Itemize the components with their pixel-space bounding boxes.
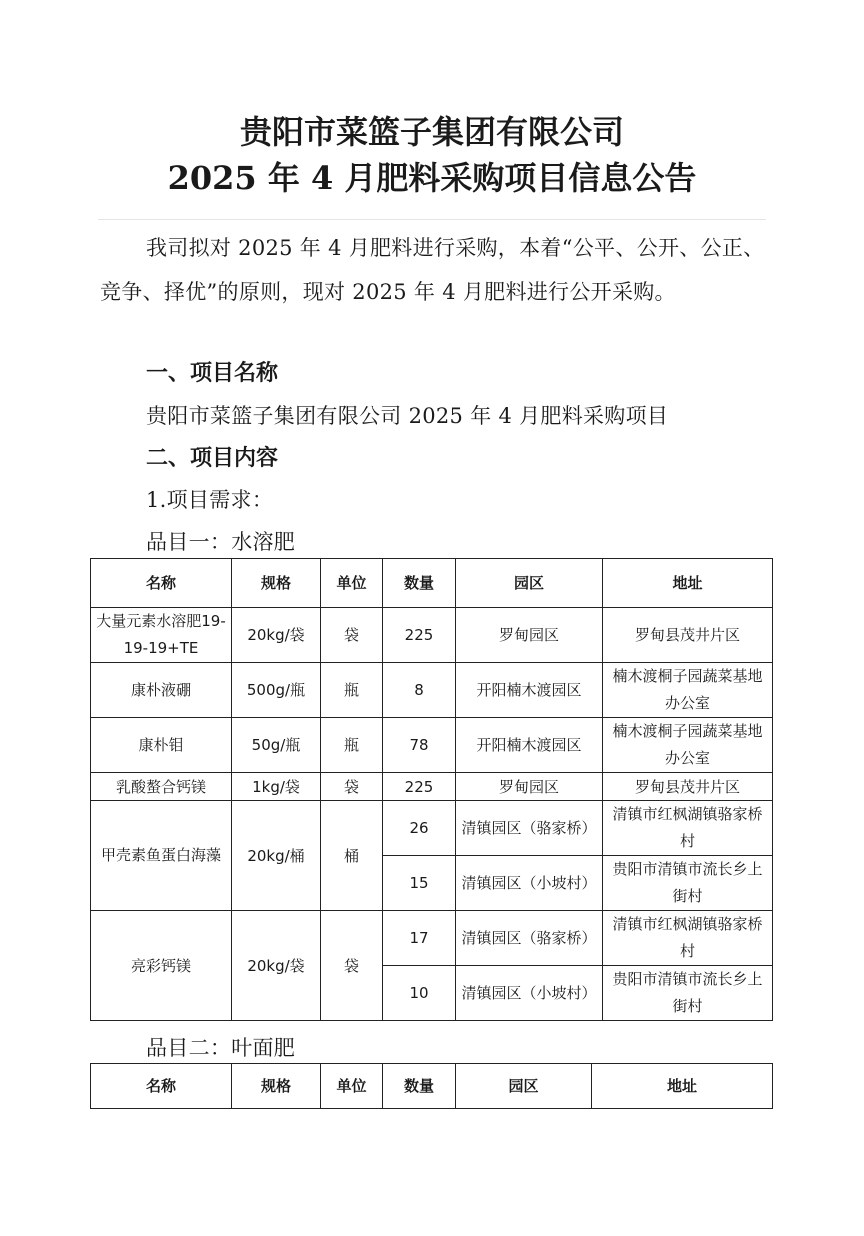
title-divider: [98, 219, 766, 220]
cell-qty: 10: [383, 966, 456, 1021]
header-qty: 数量: [383, 559, 456, 608]
cell-qty: 17: [383, 911, 456, 966]
header-unit: 单位: [321, 559, 383, 608]
cell-spec: 20kg/袋: [232, 911, 321, 1021]
cell-park: 开阳楠木渡园区: [456, 663, 603, 718]
cell-address: 贵阳市清镇市流长乡上街村: [603, 966, 773, 1021]
cell-park: 罗甸园区: [456, 773, 603, 801]
cell-unit: 袋: [321, 911, 383, 1021]
cell-unit: 桶: [321, 801, 383, 911]
cell-qty: 15: [383, 856, 456, 911]
cell-address: 楠木渡桐子园蔬菜基地办公室: [603, 718, 773, 773]
cell-unit: 袋: [321, 773, 383, 801]
cell-name: 康朴液硼: [91, 663, 232, 718]
intro-paragraph: 我司拟对 2025 年 4 月肥料进行采购，本着“公平、公开、公正、竞争、择优”的原则，现对 2025 年 4 月肥料进行公开采购。: [100, 236, 765, 304]
cell-park: 罗甸园区: [456, 608, 603, 663]
table-row: [91, 718, 773, 773]
project-name: 贵阳市菜篮子集团有限公司 2025 年 4 月肥料采购项目: [146, 404, 669, 428]
cell-address: 楠木渡桐子园蔬菜基地办公室: [603, 663, 773, 718]
cell-qty: 26: [383, 801, 456, 856]
table-row: [91, 608, 773, 663]
item2-label: 品目二：叶面肥: [146, 1036, 296, 1060]
header-park: 园区: [456, 559, 603, 608]
table-header-row: [91, 559, 773, 608]
cell-park: 清镇园区（骆家桥）: [456, 801, 603, 856]
cell-name: 甲壳素鱼蛋白海藻: [91, 801, 232, 911]
cell-park: 开阳楠木渡园区: [456, 718, 603, 773]
header-qty: 数量: [383, 1064, 456, 1109]
cell-name: 乳酸螯合钙镁: [91, 773, 232, 801]
cell-address: 清镇市红枫湖镇骆家桥村: [603, 801, 773, 856]
table-header-row: [91, 1064, 773, 1109]
doc-title-line1: 贵阳市菜篮子集团有限公司: [239, 113, 624, 151]
header-spec: 规格: [232, 559, 321, 608]
section1-heading: 一、项目名称: [146, 361, 279, 386]
cell-address: 清镇市红枫湖镇骆家桥村: [603, 911, 773, 966]
cell-address: 罗甸县茂井片区: [603, 773, 773, 801]
cell-unit: 袋: [321, 608, 383, 663]
cell-unit: 瓶: [321, 663, 383, 718]
cell-spec: 20kg/桶: [232, 801, 321, 911]
header-park: 园区: [456, 1064, 592, 1109]
fertilizer-table-2: [90, 1063, 773, 1109]
header-address: 地址: [603, 559, 773, 608]
cell-qty: 225: [383, 608, 456, 663]
cell-park: 清镇园区（小坡村）: [456, 966, 603, 1021]
cell-qty: 8: [383, 663, 456, 718]
cell-park: 清镇园区（骆家桥）: [456, 911, 603, 966]
cell-address: 贵阳市清镇市流长乡上街村: [603, 856, 773, 911]
table-row: [91, 663, 773, 718]
cell-spec: 1kg/袋: [232, 773, 321, 801]
section2-heading: 二、项目内容: [146, 446, 279, 471]
header-unit: 单位: [321, 1064, 383, 1109]
fertilizer-table-1: [90, 558, 773, 1021]
table-row: [91, 773, 773, 801]
header-spec: 规格: [232, 1064, 321, 1109]
cell-qty: 225: [383, 773, 456, 801]
header-name: 名称: [91, 559, 232, 608]
table-row: [91, 801, 773, 856]
table-row: [91, 911, 773, 966]
cell-spec: 500g/瓶: [232, 663, 321, 718]
cell-unit: 瓶: [321, 718, 383, 773]
cell-address: 罗甸县茂井片区: [603, 608, 773, 663]
header-address: 地址: [592, 1064, 773, 1109]
header-name: 名称: [91, 1064, 232, 1109]
item1-label: 品目一：水溶肥: [146, 530, 296, 554]
cell-spec: 20kg/袋: [232, 608, 321, 663]
cell-qty: 78: [383, 718, 456, 773]
cell-name: 康朴钼: [91, 718, 232, 773]
cell-spec: 50g/瓶: [232, 718, 321, 773]
doc-title-line2: 2025 年 4 月肥料采购项目信息公告: [167, 159, 697, 197]
cell-name: 大量元素水溶肥19-19-19+TE: [91, 608, 232, 663]
requirement-label: 1.项目需求：: [146, 488, 274, 512]
cell-park: 清镇园区（小坡村）: [456, 856, 603, 911]
cell-name: 亮彩钙镁: [91, 911, 232, 1021]
